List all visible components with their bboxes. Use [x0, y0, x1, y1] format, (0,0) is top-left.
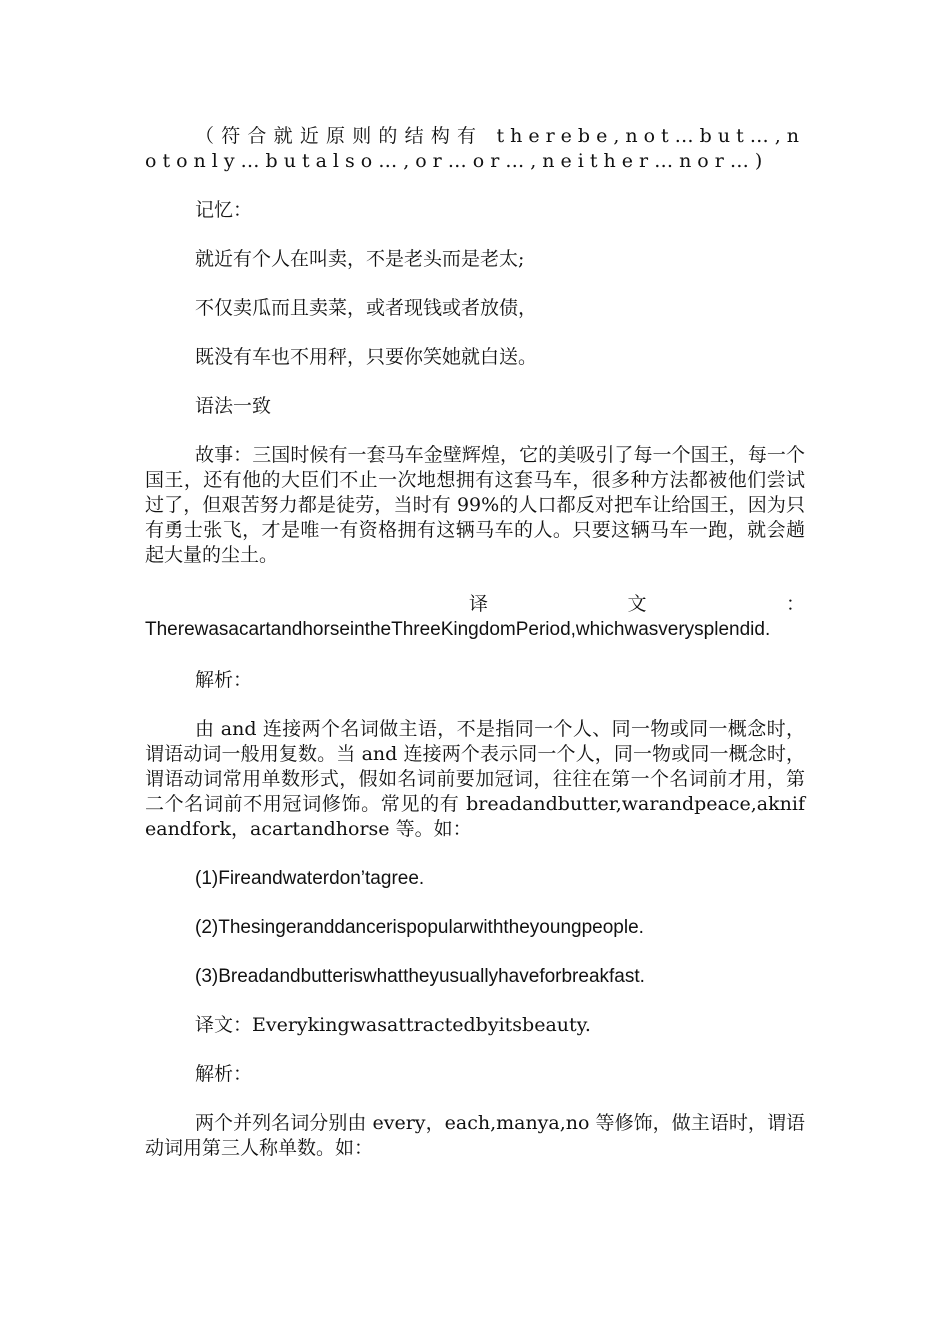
- example-sentence-3: (3)Breadandbutteriswhattheyusuallyhaveforbreakfast.: [195, 966, 645, 987]
- paragraph-analysis-label: 解析：: [195, 669, 253, 691]
- paragraph-section-heading: 语法一致: [195, 395, 272, 417]
- translation-heading-char-2: 文: [627, 593, 647, 615]
- example-sentence-2: (2)Thesingeranddancerispopularwiththeyoungpeople.: [195, 917, 644, 938]
- paragraph-translation-2: 译文：Everykingwasattractedbyitsbeauty.: [195, 1014, 591, 1036]
- translation-heading-colon: ：: [785, 593, 805, 615]
- paragraph-rhyme-line-1: 就近有个人在叫卖，不是老头而是老太;: [195, 248, 525, 270]
- document-page: [145, 124, 805, 1185]
- paragraph-story: 故事：三国时候有一套马车金壁辉煌，它的美吸引了每一个国王，每一个国王，还有他的大臣们不止一次地想拥有这套马车，很多种方法都被他们尝试过了，但艰苦努力都是徒劳，当时有 99%的人口都反对把车让给国王，因为只有勇士张飞，才是唯一有资格拥有这辆马车的人。只要这辆马车一跑，就会趟起大量的尘土。: [145, 444, 805, 566]
- translation-heading: [145, 592, 805, 617]
- paragraph-and-rule: 由 and 连接两个名词做主语，不是指同一个人、同一物或同一概念时，谓语动词一般用复数。当 and 连接两个表示同一个人，同一物或同一概念时，谓语动词常用单数形式，假如名词前要加冠词，往往在第一个名词前才用，第二个名词前不用冠词修饰。常见的有 breadandbutter,warandpeace,aknifeandfork，acartandhorse 等。如：: [145, 718, 805, 840]
- paragraph-every-rule: 两个并列名词分别由 every，each,manya,no 等修饰，做主语时，谓语动词用第三人称单数。如：: [145, 1112, 805, 1159]
- paragraph-near-principle: （符合就近原则的结构有 therebe,not…but…,notonly…butalso…,or…or…,neither…nor…): [145, 125, 805, 172]
- translation-heading-char-1: 译: [469, 593, 489, 615]
- paragraph-memory-label: 记忆：: [195, 199, 253, 221]
- example-sentence-1: (1)Fireandwaterdon’tagree.: [195, 868, 425, 889]
- paragraph-rhyme-line-2: 不仅卖瓜而且卖菜，或者现钱或者放债，: [195, 297, 538, 319]
- translation-text: TherewasacartandhorseintheThreeKingdomPeriod,whichwasverysplendid.: [145, 619, 771, 640]
- paragraph-analysis-label-2: 解析：: [195, 1063, 253, 1085]
- paragraph-rhyme-line-3: 既没有车也不用秤，只要你笑她就白送。: [195, 346, 538, 368]
